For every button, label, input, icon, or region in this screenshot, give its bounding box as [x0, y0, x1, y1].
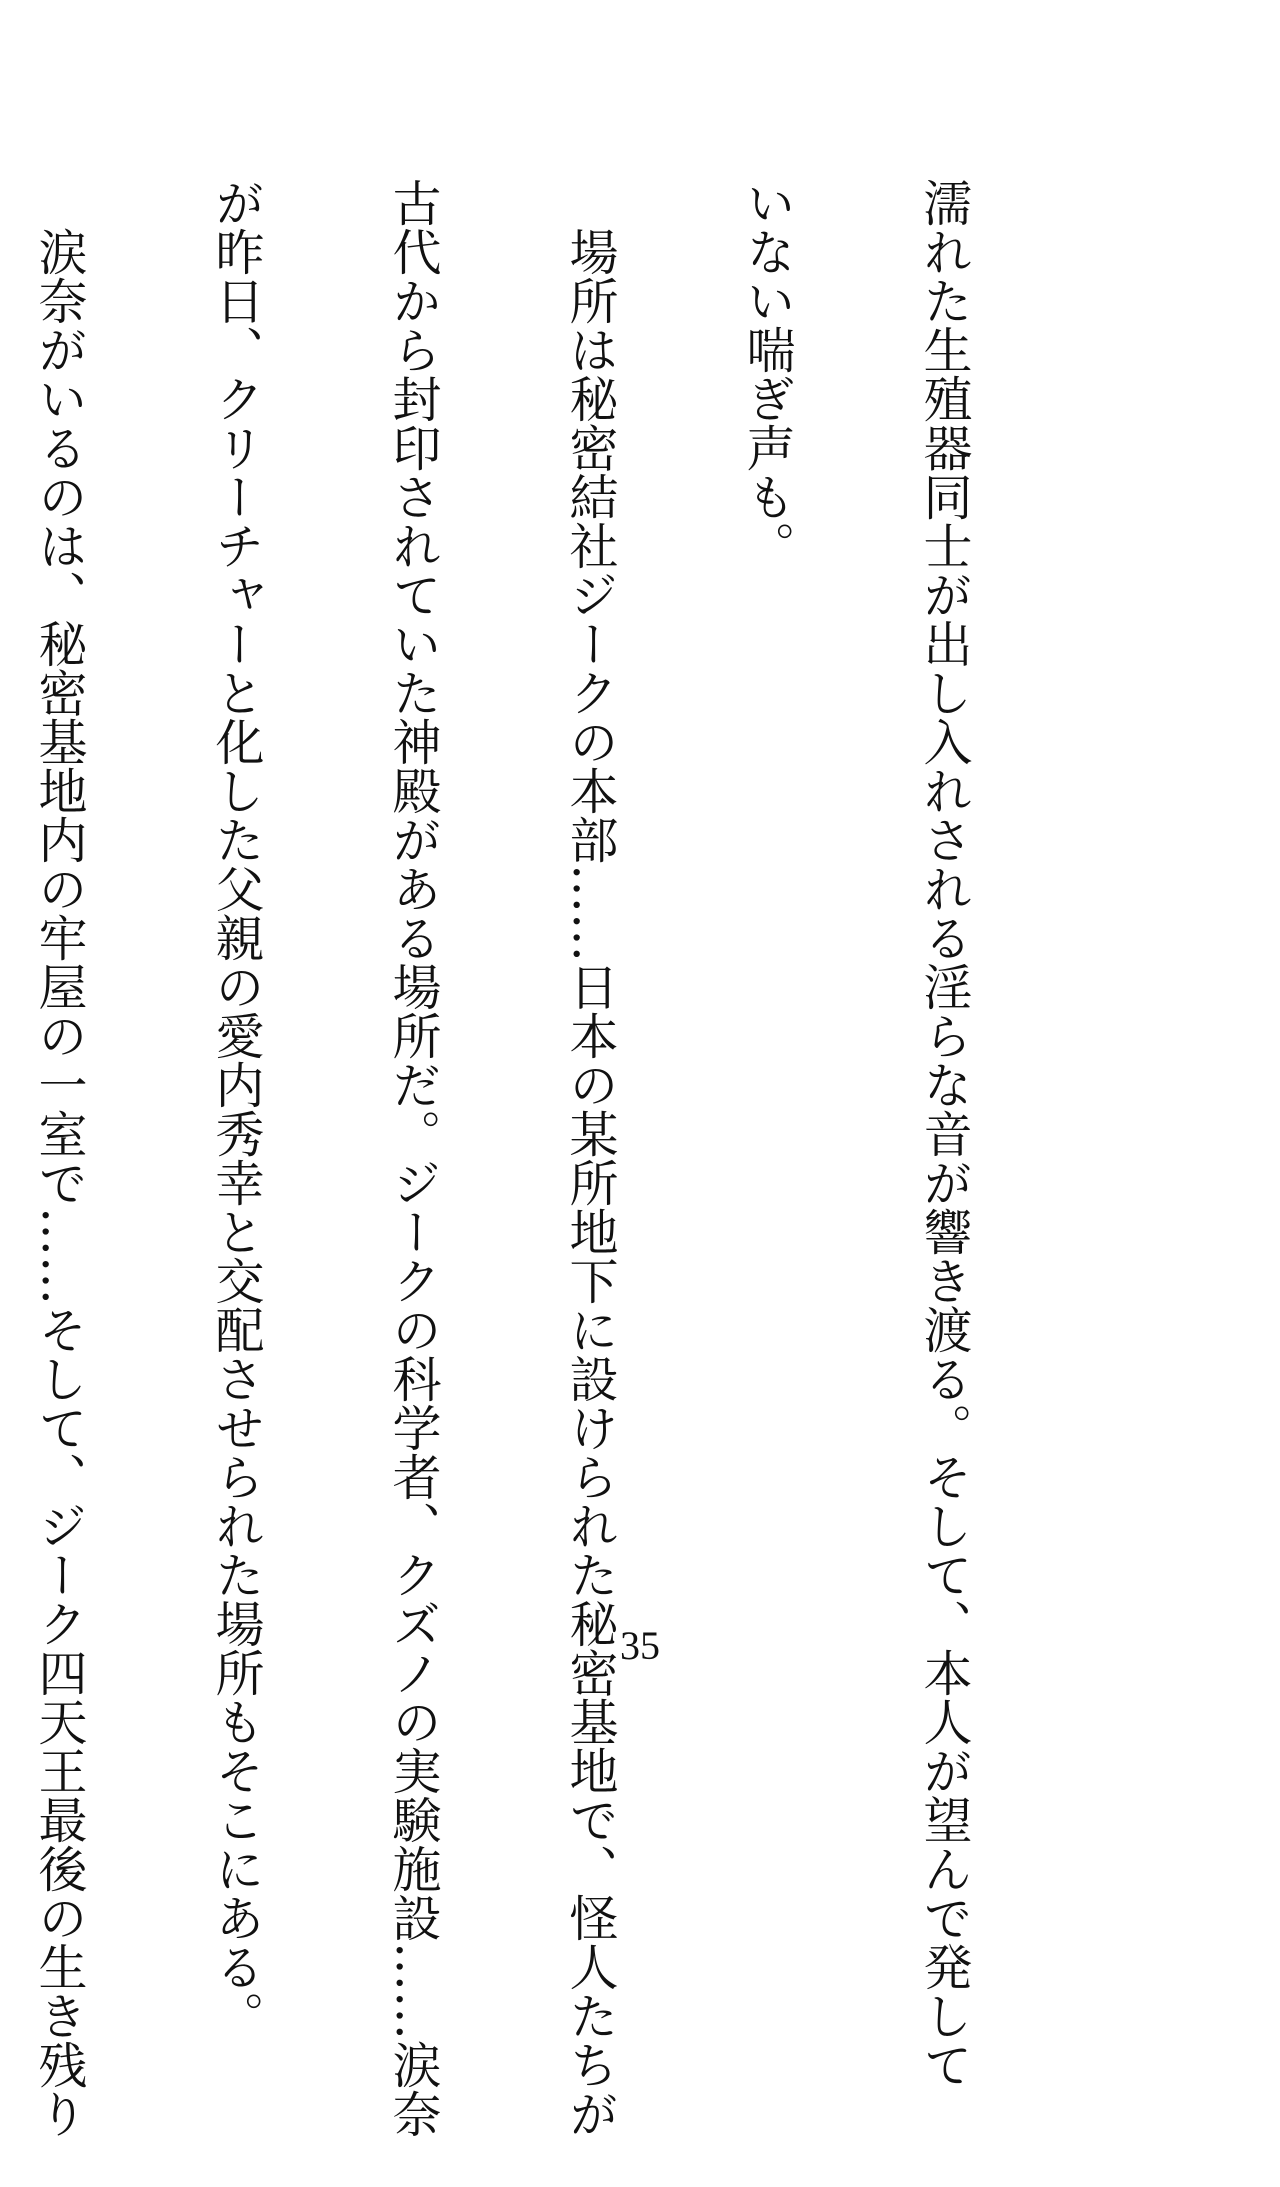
text-line: 古代から封印されていた神殿がある場所だ。ジークの科学者、クズノの実験施設……涙奈	[385, 178, 442, 2138]
text-line: が昨日、クリーチャーと化した父親の愛内秀幸と交配させられた場所もそこにある。	[208, 178, 265, 2040]
text-line: いない喘ぎ声も。	[739, 178, 796, 570]
text-line: 場所は秘密結社ジークの本部……日本の某所地下に設けられた秘密基地で、怪人たちが	[562, 178, 619, 2138]
text-line: 涙奈がいるのは、秘密基地内の牢屋の一室で……そして、ジーク四天王最後の生き残り	[31, 178, 88, 2138]
text-line: 濡れた生殖器同士が出し入れされる淫らな音が響き渡る。そして、本人が望んで発して	[916, 178, 973, 2089]
page-number: 35	[620, 1623, 660, 1668]
